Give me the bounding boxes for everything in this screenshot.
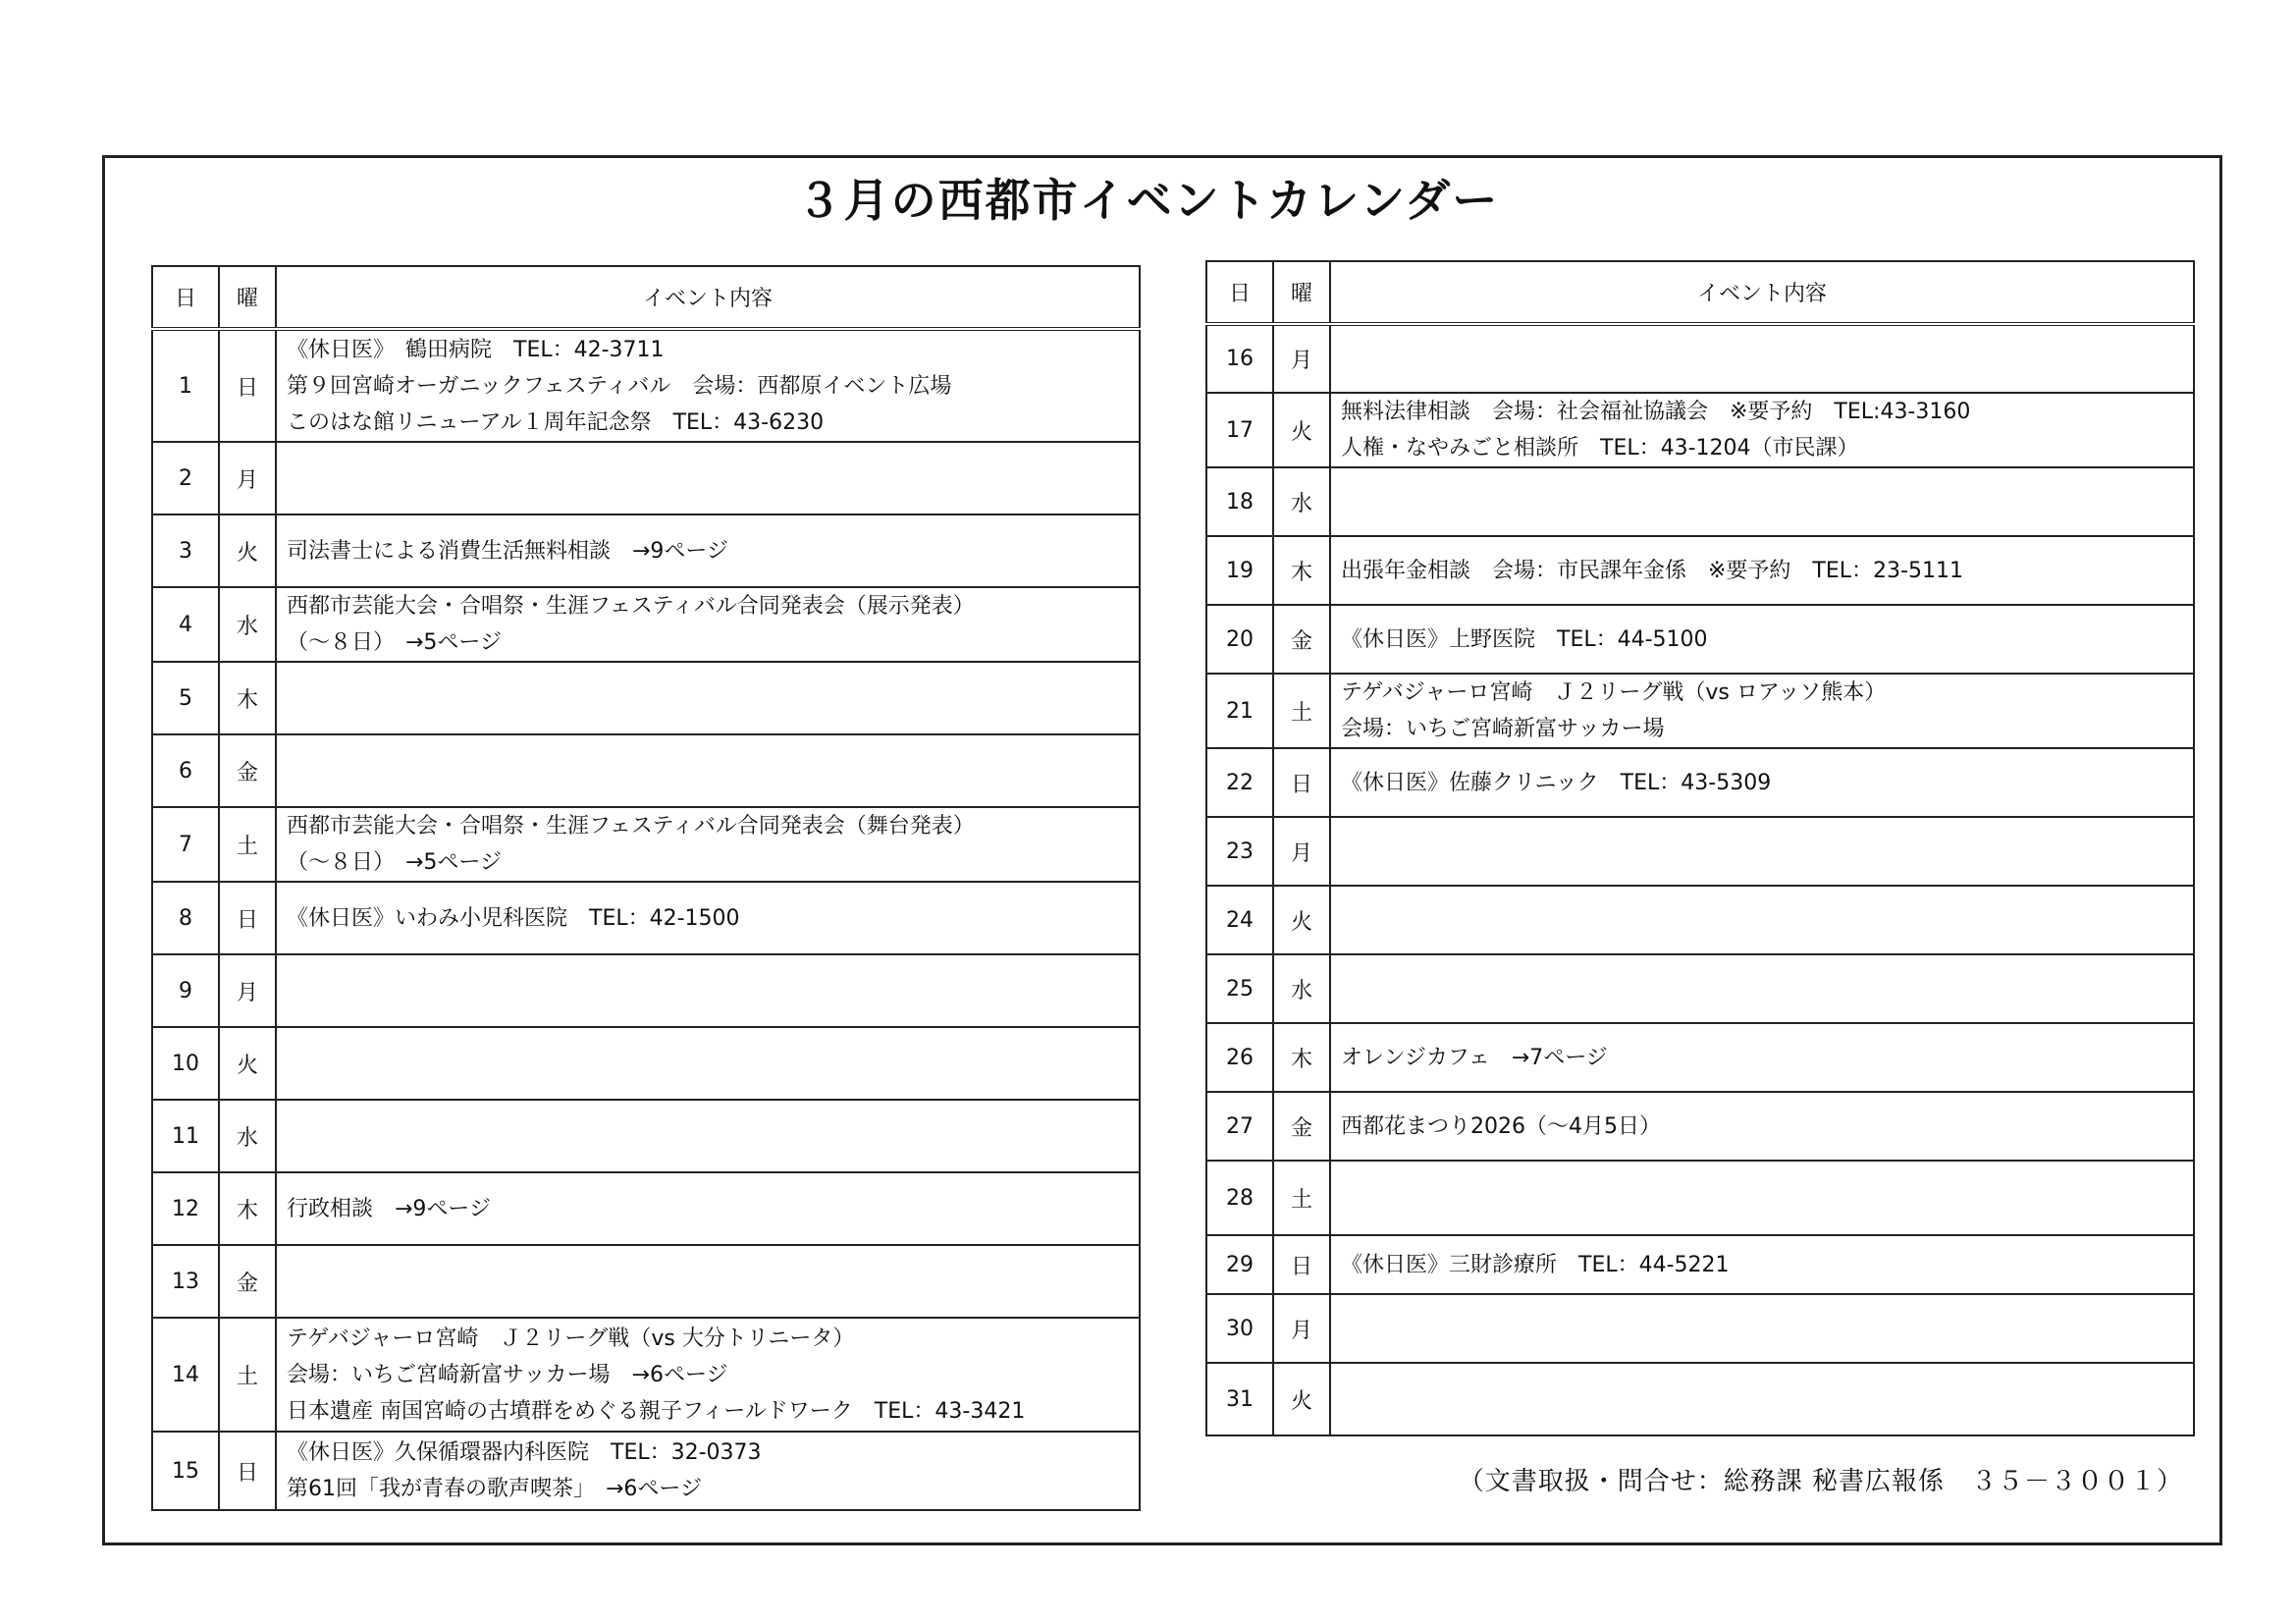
- weekday-cell: 金: [1273, 605, 1330, 674]
- day-cell: 11: [152, 1100, 219, 1172]
- event-line: 会場：いちご宮崎新富サッカー場: [1341, 717, 1665, 741]
- day-cell: 8: [152, 882, 219, 954]
- page-title: ３月の西都市イベントカレンダー: [796, 174, 1500, 227]
- event-line: 西都花まつり2026（～4月5日）: [1341, 1113, 1661, 1139]
- event-line: 《休日医》いわみ小児科医院 TEL：42-1500: [287, 905, 740, 931]
- event-line: テゲバジャーロ宮崎 Ｊ２リーグ戦（vs ロアッソ熊本）: [1341, 680, 1887, 705]
- weekday-cell: 木: [1273, 536, 1330, 605]
- day-cell: 28: [1206, 1161, 1273, 1235]
- day-cell: 5: [152, 662, 219, 734]
- day-cell: 25: [1206, 954, 1273, 1023]
- weekday-cell: 金: [1273, 1092, 1330, 1161]
- weekday-cell: 火: [1273, 393, 1330, 467]
- calendar-row: [152, 662, 1140, 734]
- weekday-cell: 土: [1273, 674, 1330, 748]
- weekday-cell: 金: [219, 1245, 276, 1318]
- event-cell: [276, 734, 1140, 807]
- day-cell: 1: [152, 329, 219, 442]
- calendar-table-left: [151, 265, 1141, 1511]
- day-cell: 4: [152, 587, 219, 662]
- weekday-cell: 日: [1273, 1235, 1330, 1294]
- header-event: イベント内容: [276, 266, 1140, 329]
- weekday-cell: 土: [219, 807, 276, 882]
- calendar-row: [152, 1318, 1140, 1432]
- weekday-cell: 水: [1273, 954, 1330, 1023]
- event-line: 会場：いちご宮崎新富サッカー場 →6ページ: [287, 1362, 728, 1387]
- calendar-row: [152, 807, 1140, 882]
- calendar-row: [1206, 1294, 2194, 1363]
- day-cell: 26: [1206, 1023, 1273, 1092]
- event-cell: [276, 662, 1140, 734]
- day-cell: 15: [152, 1432, 219, 1510]
- header-dow: 曜: [1273, 261, 1330, 324]
- event-cell: [276, 1432, 1140, 1510]
- event-cell: [1330, 605, 2194, 674]
- event-cell: [276, 1027, 1140, 1100]
- weekday-cell: 水: [1273, 467, 1330, 536]
- event-line: 《休日医》 鶴田病院 TEL：42-3711: [287, 337, 665, 362]
- day-cell: 10: [152, 1027, 219, 1100]
- day-cell: 21: [1206, 674, 1273, 748]
- calendar-row: [152, 1432, 1140, 1510]
- calendar-row: [152, 1100, 1140, 1172]
- event-cell: [1330, 467, 2194, 536]
- weekday-cell: 水: [219, 1100, 276, 1172]
- event-cell: [276, 1100, 1140, 1172]
- day-cell: 22: [1206, 748, 1273, 817]
- event-line: （～８日） →5ページ: [287, 850, 502, 875]
- event-line: 無料法律相談 会場：社会福祉協議会 ※要予約 TEL:43-3160: [1341, 400, 1971, 424]
- calendar-row: [152, 587, 1140, 662]
- calendar-row: [152, 514, 1140, 587]
- event-line: 《休日医》久保循環器内科医院 TEL：32-0373: [287, 1440, 762, 1465]
- day-cell: 24: [1206, 886, 1273, 954]
- contact-footer: （文書取扱・問合せ：総務課 秘書広報係 ３５－３００１）: [1458, 1467, 2183, 1496]
- event-line: 司法書士による消費生活無料相談 →9ページ: [287, 538, 728, 564]
- event-line: オレンジカフェ →7ページ: [1341, 1045, 1608, 1070]
- weekday-cell: 火: [1273, 886, 1330, 954]
- weekday-cell: 金: [219, 734, 276, 807]
- weekday-cell: 日: [219, 882, 276, 954]
- calendar-row: [1206, 605, 2194, 674]
- calendar-row: [1206, 536, 2194, 605]
- weekday-cell: 木: [219, 662, 276, 734]
- event-line: 西都市芸能大会・合唱祭・生涯フェスティバル合同発表会（展示発表）: [287, 594, 975, 619]
- calendar-row: [1206, 324, 2194, 393]
- day-cell: 19: [1206, 536, 1273, 605]
- calendar-row: [1206, 886, 2194, 954]
- day-cell: 17: [1206, 393, 1273, 467]
- calendar-row: [1206, 817, 2194, 886]
- day-cell: 18: [1206, 467, 1273, 536]
- event-cell: [276, 514, 1140, 587]
- calendar-row: [1206, 674, 2194, 748]
- day-cell: 30: [1206, 1294, 1273, 1363]
- event-cell: [1330, 1161, 2194, 1235]
- day-cell: 2: [152, 442, 219, 514]
- event-line: 日本遺産 南国宮崎の古墳群をめぐる親子フィールドワーク TEL：43-3421: [287, 1398, 1026, 1424]
- event-line: テゲバジャーロ宮崎 Ｊ２リーグ戦（vs 大分トリニータ）: [287, 1326, 855, 1351]
- calendar-row: [152, 329, 1140, 442]
- calendar-table-right: [1205, 260, 2195, 1436]
- header-event: イベント内容: [1330, 261, 2194, 324]
- calendar-row: [1206, 1161, 2194, 1235]
- day-cell: 14: [152, 1318, 219, 1432]
- event-cell: [276, 1318, 1140, 1432]
- day-cell: 13: [152, 1245, 219, 1318]
- event-line: 出張年金相談 会場：市民課年金係 ※要予約 TEL：23-5111: [1341, 558, 1963, 583]
- day-cell: 27: [1206, 1092, 1273, 1161]
- header-row: [1206, 261, 2194, 324]
- calendar-row: [1206, 954, 2194, 1023]
- calendar-row: [1206, 1023, 2194, 1092]
- calendar-row: [1206, 393, 2194, 467]
- event-cell: [1330, 536, 2194, 605]
- weekday-cell: 水: [219, 587, 276, 662]
- weekday-cell: 日: [219, 329, 276, 442]
- event-cell: [276, 587, 1140, 662]
- header-day: 日: [152, 266, 219, 329]
- weekday-cell: 日: [219, 1432, 276, 1510]
- calendar-row: [152, 1027, 1140, 1100]
- calendar-row: [152, 1245, 1140, 1318]
- weekday-cell: 火: [219, 514, 276, 587]
- calendar-row: [152, 734, 1140, 807]
- event-line: 《休日医》佐藤クリニック TEL：43-5309: [1341, 770, 1772, 795]
- event-cell: [1330, 817, 2194, 886]
- weekday-cell: 月: [219, 954, 276, 1027]
- calendar-row: [152, 882, 1140, 954]
- event-cell: [1330, 1294, 2194, 1363]
- event-cell: [276, 329, 1140, 442]
- event-cell: [276, 1172, 1140, 1245]
- weekday-cell: 日: [1273, 748, 1330, 817]
- day-cell: 7: [152, 807, 219, 882]
- event-line: 《休日医》上野医院 TEL：44-5100: [1341, 626, 1708, 652]
- weekday-cell: 土: [1273, 1161, 1330, 1235]
- header-day: 日: [1206, 261, 1273, 324]
- event-cell: [276, 442, 1140, 514]
- day-cell: 3: [152, 514, 219, 587]
- event-cell: [1330, 1092, 2194, 1161]
- event-cell: [1330, 886, 2194, 954]
- weekday-cell: 月: [1273, 324, 1330, 393]
- event-cell: [1330, 748, 2194, 817]
- day-cell: 12: [152, 1172, 219, 1245]
- event-cell: [1330, 1363, 2194, 1435]
- calendar-row: [1206, 748, 2194, 817]
- event-line: 人権・なやみごと相談所 TEL：43-1204（市民課）: [1341, 436, 1859, 460]
- event-line: 《休日医》三財診療所 TEL：44-5221: [1341, 1252, 1730, 1277]
- event-cell: [276, 882, 1140, 954]
- event-line: （～８日） →5ページ: [287, 630, 502, 655]
- day-cell: 29: [1206, 1235, 1273, 1294]
- event-cell: [276, 1245, 1140, 1318]
- event-cell: [276, 954, 1140, 1027]
- day-cell: 9: [152, 954, 219, 1027]
- weekday-cell: 木: [219, 1172, 276, 1245]
- weekday-cell: 月: [1273, 1294, 1330, 1363]
- weekday-cell: 火: [219, 1027, 276, 1100]
- event-line: このはな館リニューアル１周年記念祭 TEL：43-6230: [287, 409, 825, 435]
- day-cell: 20: [1206, 605, 1273, 674]
- calendar-row: [1206, 1235, 2194, 1294]
- weekday-cell: 火: [1273, 1363, 1330, 1435]
- weekday-cell: 月: [1273, 817, 1330, 886]
- day-cell: 6: [152, 734, 219, 807]
- event-cell: [276, 807, 1140, 882]
- event-cell: [1330, 1235, 2194, 1294]
- event-line: 行政相談 →9ページ: [287, 1196, 491, 1221]
- day-cell: 16: [1206, 324, 1273, 393]
- calendar-row: [1206, 1092, 2194, 1161]
- event-line: 第９回宮崎オーガニックフェスティバル 会場：西都原イベント広場: [287, 373, 952, 399]
- header-dow: 曜: [219, 266, 276, 329]
- event-cell: [1330, 393, 2194, 467]
- header-row: [152, 266, 1140, 329]
- calendar-row: [1206, 467, 2194, 536]
- event-cell: [1330, 954, 2194, 1023]
- calendar-row: [152, 442, 1140, 514]
- weekday-cell: 木: [1273, 1023, 1330, 1092]
- event-cell: [1330, 1023, 2194, 1092]
- event-cell: [1330, 324, 2194, 393]
- day-cell: 23: [1206, 817, 1273, 886]
- calendar-row: [1206, 1363, 2194, 1435]
- calendar-row: [152, 1172, 1140, 1245]
- weekday-cell: 月: [219, 442, 276, 514]
- calendar-row: [152, 954, 1140, 1027]
- event-cell: [1330, 674, 2194, 748]
- event-line: 西都市芸能大会・合唱祭・生涯フェスティバル合同発表会（舞台発表）: [287, 814, 975, 839]
- event-line: 第61回「我が青春の歌声喫茶」 →6ページ: [287, 1477, 702, 1501]
- weekday-cell: 土: [219, 1318, 276, 1432]
- day-cell: 31: [1206, 1363, 1273, 1435]
